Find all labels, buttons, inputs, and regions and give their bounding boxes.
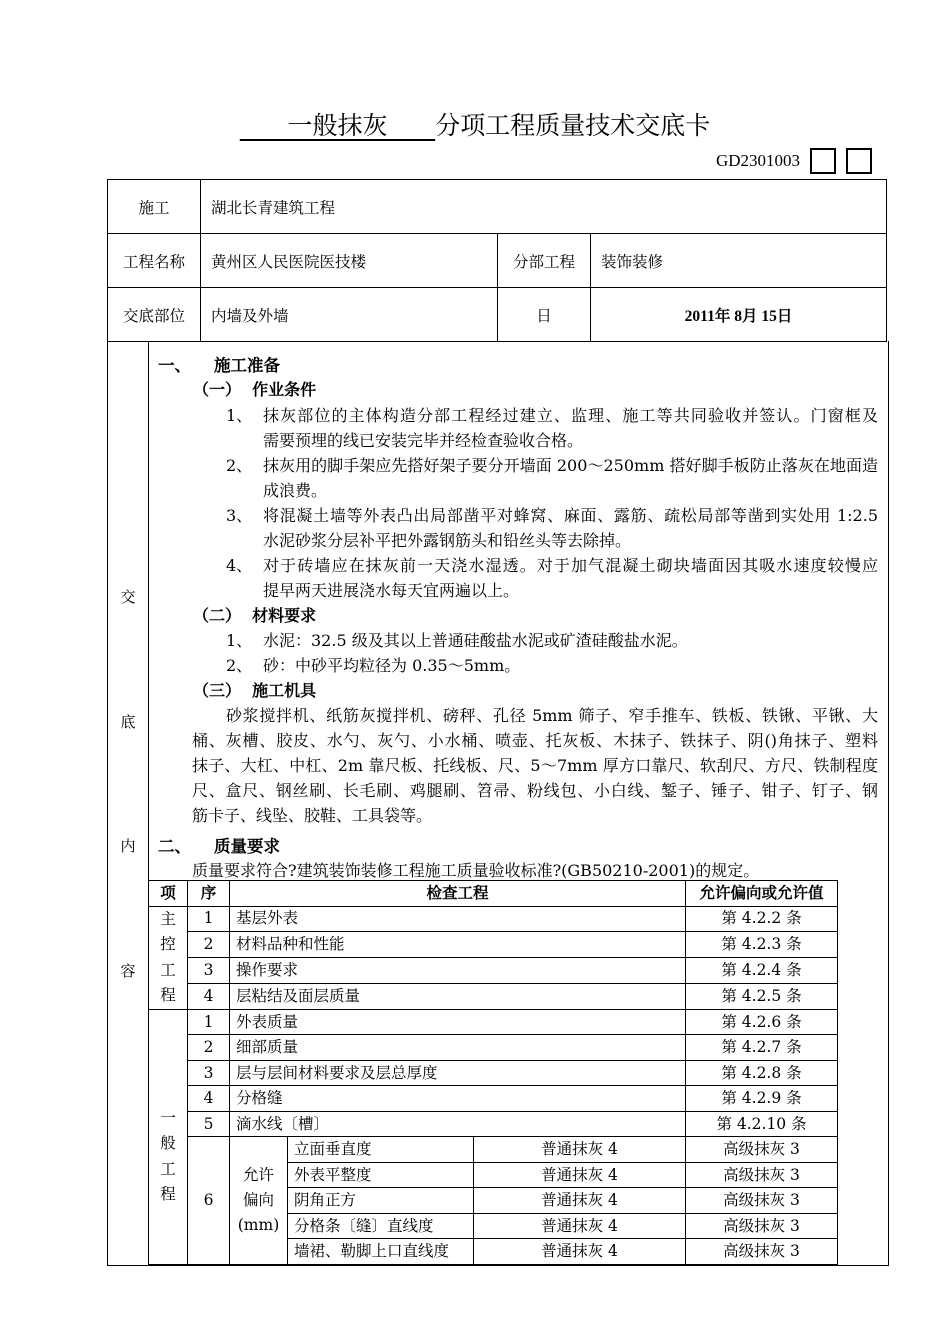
checkbox-2[interactable] xyxy=(846,148,872,174)
item3-num: 3、 xyxy=(226,506,253,525)
row-no: 3 xyxy=(188,1060,230,1086)
tol-high: 高级抹灰 3 xyxy=(686,1213,838,1239)
tools-line3: 抹子、大杠、中杠、2m 靠尺板、托线板、尺、5～7mm 厚方口靠尺、软刮尺、方尺、铁制程度 xyxy=(192,756,878,775)
item1-num: 1、 xyxy=(226,406,253,425)
material1-num: 1、 xyxy=(226,631,253,650)
quality-table xyxy=(148,880,838,1265)
table-row xyxy=(149,1035,838,1061)
row-value: 第 4.2.8 条 xyxy=(686,1060,838,1086)
item4-line1: 对于砖墙应在抹灰前一天浇水湿透。对于加气混凝土砌块墙面因其吸水速度较慢应 xyxy=(263,556,878,575)
tol-normal: 普通抹灰 4 xyxy=(474,1188,686,1214)
item2-num: 2、 xyxy=(226,456,253,475)
tol-item: 外表平整度 xyxy=(288,1162,474,1188)
tol-high: 高级抹灰 3 xyxy=(686,1188,838,1214)
item3-line1: 将混凝土墙等外表凸出局部凿平对蜂窝、麻面、露筋、疏松局部等凿到实处用 1:2.5 xyxy=(263,506,878,525)
row-item: 分格缝 xyxy=(230,1086,686,1112)
tolerance-label: 允许偏向(mm) xyxy=(230,1137,288,1265)
row-item: 外表质量 xyxy=(230,1009,686,1035)
tol-normal: 普通抹灰 4 xyxy=(474,1137,686,1163)
row-item: 基层外表 xyxy=(230,906,686,932)
row-item: 层粘结及面层质量 xyxy=(230,984,686,1010)
location-label: 交底部位 xyxy=(108,288,201,342)
project-name-label: 工程名称 xyxy=(108,234,201,288)
row-value: 第 4.2.6 条 xyxy=(686,1009,838,1035)
tol-item: 墙裙、勒脚上口直线度 xyxy=(288,1239,474,1265)
table-row xyxy=(149,932,838,958)
side-label-column xyxy=(108,341,149,1266)
row-value: 第 4.2.9 条 xyxy=(686,1086,838,1112)
row-item: 材料品种和性能 xyxy=(230,932,686,958)
material2-num: 2、 xyxy=(226,656,253,675)
row-value: 第 4.2.3 条 xyxy=(686,932,838,958)
material2-text: 砂：中砂平均粒径为 0.35～5mm。 xyxy=(263,656,521,675)
tol-item: 分格条〔缝〕直线度 xyxy=(288,1213,474,1239)
division-value: 装饰装修 xyxy=(591,234,887,288)
side-char-2: 底 xyxy=(120,713,136,731)
tol-high: 高级抹灰 3 xyxy=(686,1137,838,1163)
row-value: 第 4.2.10 条 xyxy=(686,1111,838,1137)
item4-line2: 提早两天进展浇水每天宜两遍以上。 xyxy=(263,581,520,600)
side-char-1: 交 xyxy=(120,588,136,606)
table-row xyxy=(149,906,838,932)
row-no: 4 xyxy=(188,984,230,1010)
doc-code xyxy=(716,148,872,174)
row-item: 细部质量 xyxy=(230,1035,686,1061)
section1-heading: 一、 施工准备 xyxy=(158,356,280,375)
header-row-location xyxy=(108,288,887,342)
subsection-materials: （二） 材料要求 xyxy=(193,606,317,625)
table-row xyxy=(149,1060,838,1086)
tol-high: 高级抹灰 3 xyxy=(686,1162,838,1188)
title-rest: 分项工程质量技术交底卡 xyxy=(435,111,711,140)
row-item: 层与层间材料要求及层总厚度 xyxy=(230,1060,686,1086)
tol-high: 高级抹灰 3 xyxy=(686,1239,838,1265)
material1-text: 水泥：32.5 级及其以上普通硅酸盐水泥或矿渣硅酸盐水泥。 xyxy=(263,631,688,650)
tol-normal: 普通抹灰 4 xyxy=(474,1239,686,1265)
title-underlined: 一般抹灰 xyxy=(287,111,388,140)
item2-line1: 抹灰用的脚手架应先搭好架子要分开墙面 200～250mm 搭好脚手板防止落灰在地面造 xyxy=(263,456,878,475)
item2-line2: 成浪费。 xyxy=(263,481,328,500)
row-no: 5 xyxy=(188,1111,230,1137)
project-name-value: 黄州区人民医院医技楼 xyxy=(201,234,498,288)
location-value: 内墙及外墙 xyxy=(201,288,498,342)
subsection-work-conditions: （一） 作业条件 xyxy=(193,380,317,399)
date-value: 2011年 8月 15日 xyxy=(591,288,887,342)
table-row xyxy=(149,1009,838,1035)
main-group-label: 主控工程 xyxy=(149,906,188,1009)
row-value: 第 4.2.4 条 xyxy=(686,958,838,984)
tol-normal: 普通抹灰 4 xyxy=(474,1162,686,1188)
row-value: 第 4.2.7 条 xyxy=(686,1035,838,1061)
table-row xyxy=(149,1086,838,1112)
header-item: 检查工程 xyxy=(230,881,686,907)
tools-line2: 桶、灰槽、胶皮、水勺、灰勺、小水桶、喷壶、托灰板、木抹子、铁抹子、阴()角抹子、塑料 xyxy=(192,731,878,750)
quality-table-header xyxy=(149,881,838,907)
tolerance-no: 6 xyxy=(188,1137,230,1265)
row-value: 第 4.2.2 条 xyxy=(686,906,838,932)
subsection-tools: （三） 施工机具 xyxy=(193,681,317,700)
side-char-3: 内 xyxy=(120,837,136,855)
header-seq: 序 xyxy=(188,881,230,907)
checkbox-1[interactable] xyxy=(810,148,836,174)
tol-normal: 普通抹灰 4 xyxy=(474,1213,686,1239)
row-item: 滴水线〔槽〕 xyxy=(230,1111,686,1137)
item1-line1: 抹灰部位的主体构造分部工程经过建立、监理、施工等共同验收并签认。门窗框及 xyxy=(263,406,878,425)
document-title xyxy=(0,106,950,142)
table-row xyxy=(149,958,838,984)
side-char-4: 容 xyxy=(120,962,136,980)
item3-line2: 水泥砂浆分层补平把外露钢筋头和铅丝头等去除掉。 xyxy=(263,531,632,550)
contractor-value: 湖北长青建筑工程 xyxy=(201,180,887,234)
general-group-label: 一般工程 xyxy=(149,1009,188,1264)
row-value: 第 4.2.5 条 xyxy=(686,984,838,1010)
doc-code-text: GD2301003 xyxy=(715,151,800,170)
row-no: 1 xyxy=(188,906,230,932)
table-row xyxy=(149,1111,838,1137)
header-row-project xyxy=(108,234,887,288)
tools-line4: 尺、盒尺、钢丝刷、长毛刷、鸡腿刷、笤帚、粉线包、小白线、錾子、锤子、钳子、钉子、钢 xyxy=(192,781,878,800)
row-no: 1 xyxy=(188,1009,230,1035)
contractor-label: 施工 xyxy=(108,180,201,234)
section2-heading: 二、 质量要求 xyxy=(158,837,280,856)
header-tolerance: 允许偏向或允许值 xyxy=(686,881,838,907)
row-no: 3 xyxy=(188,958,230,984)
row-no: 2 xyxy=(188,932,230,958)
header-category: 项 xyxy=(149,881,188,907)
quality-intro: 质量要求符合?建筑装饰装修工程施工质量验收标准?(GB50210-2001)的规定。 xyxy=(192,861,760,880)
tools-line5: 筋卡子、线坠、胶鞋、工具袋等。 xyxy=(192,806,433,825)
item4-num: 4、 xyxy=(226,556,253,575)
header-row-contractor xyxy=(108,180,887,234)
tol-item: 阴角正方 xyxy=(288,1188,474,1214)
tol-item: 立面垂直度 xyxy=(288,1137,474,1163)
item1-line2: 需要预埋的线已安装完毕并经检查验收合格。 xyxy=(263,431,584,450)
row-item: 操作要求 xyxy=(230,958,686,984)
row-no: 2 xyxy=(188,1035,230,1061)
table-row xyxy=(149,1137,838,1163)
table-row xyxy=(149,984,838,1010)
division-label: 分部工程 xyxy=(498,234,591,288)
row-no: 4 xyxy=(188,1086,230,1112)
date-label: 日 xyxy=(498,288,591,342)
header-table xyxy=(107,179,887,342)
tools-line1: 砂浆搅拌机、纸筋灰搅拌机、磅秤、孔径 5mm 筛子、窄手推车、铁板、铁锹、平锹、大 xyxy=(226,706,878,725)
